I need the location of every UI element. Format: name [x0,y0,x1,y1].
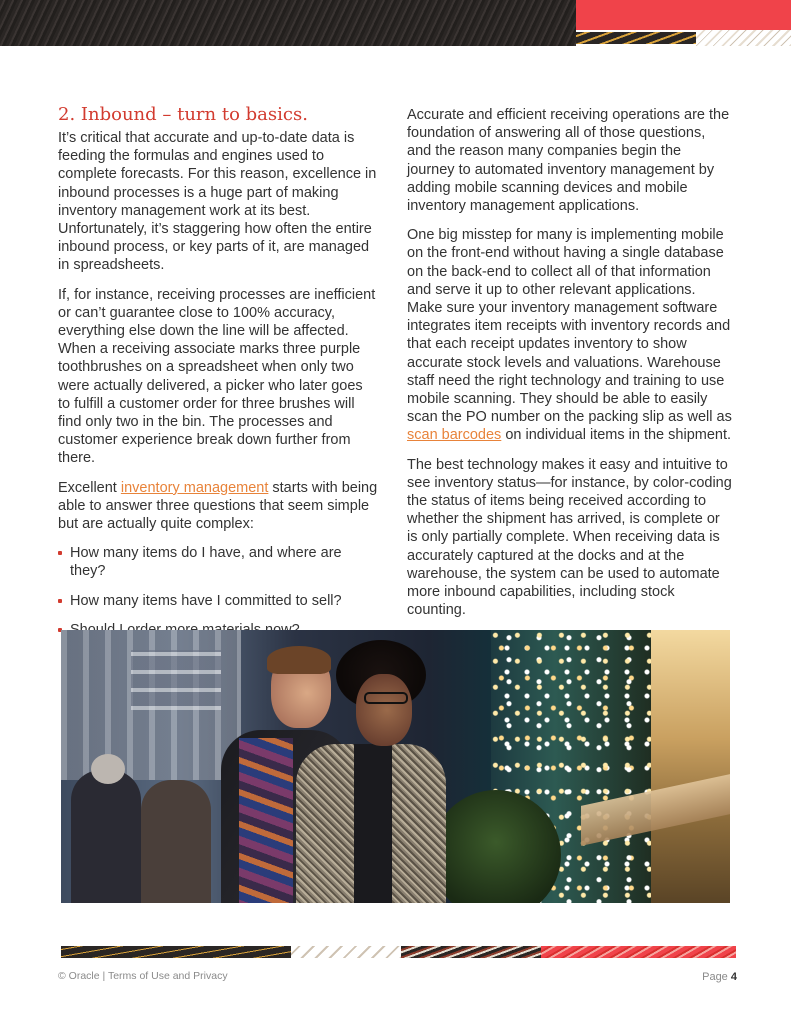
footer-pattern-strip [61,946,736,958]
section-heading: 2. Inbound – turn to basics. [58,104,308,125]
paragraph [407,226,732,444]
shoppers-photo [61,630,730,903]
photo-shop-window [651,630,730,903]
header-red-block [576,0,791,30]
paragraph: The best technology makes it easy and intuitive to see inventory status—for instance, by color-coding the status of items being received according to whether the shipment has arrived, is complete or is only partially complete. When receiving data is accurately captured at the docks and at the warehouse, the system can be used to automate more inbound capabilities, including stock counting. [407,456,732,619]
photo-hat [91,754,125,784]
footer-copyright[interactable]: © Oracle | Terms of Use and Privacy [58,970,228,982]
bullet-icon [58,599,62,603]
question-list [58,544,378,639]
text-span: Excellent [58,479,121,496]
bullet-icon [58,551,62,555]
text-span: One big misstep for many is implementing mobile on the front-end without having a single database on the back-end to collect all of that information and serve it up to other relevant applications. Make sure your inventory management software integrates item receipts with inventory records and that each receipt updates inventory to show accurate stock levels and valuations. Warehouse staff need the right technology and training to use mobile scanning. They should be able to easily scan the PO number on the packing slip as well as [407,227,732,426]
paragraph [58,479,378,534]
list-item-text: How many items do I have, and where are they? [70,545,342,580]
photo-background-person [141,780,211,903]
photo-glasses [364,692,408,704]
photo-shirt [354,744,392,903]
footer-strip-segment [541,946,736,958]
photo-background-person [71,770,141,903]
list-item [58,592,378,610]
photo-building-windows [131,650,221,710]
page-label: Page [702,971,728,983]
footer-strip-segment [61,946,291,958]
text-span: starts with being able to answer three questions that seem simple but are actually quite complex: [58,479,378,533]
photo-head [356,674,412,746]
photo-scarf [239,738,293,903]
header-strip-dark [576,32,696,44]
header-pattern-strip [576,30,791,46]
page-number [690,971,737,983]
scan-barcodes-link[interactable]: scan barcodes [407,427,502,444]
paragraph: Accurate and efficient receiving operations are the foundation of answering all of those questions, and the reason many companies begin the journey to automated inventory management by adding mobile scanning devices and mobile inventory management applications. [407,107,730,215]
footer-strip-segment [401,946,541,958]
header-strip-speckle [696,30,791,46]
inventory-management-link[interactable]: inventory management [120,479,269,496]
text-span: on individual items in the shipment. [501,427,732,444]
page-number-value: 4 [730,971,737,983]
paragraph: It’s critical that accurate and up-to-date data is feeding the formulas and engines used to complete forecasts. For this reason, excellence in inbound processes is a huge part of making inventory management work at its best. Unfortunately, it’s staggering how often the entire inbound process, or key parts of it, are managed in spreadsheets. [58,130,377,274]
left-column [58,104,378,650]
paragraph: If, for instance, receiving processes are inefficient or can’t guarantee close to 100% accuracy, everything else down the line will be affected. When a receiving associate marks three purple toothbrushes on a spreadsheet when only two were actually delivered, a picker who later goes to fulfill a customer order for three brushes will find only two in the bin. The processes and customer experience break down further from there. [58,286,376,467]
list-item [58,544,378,580]
photo-person-right [296,640,446,903]
list-item-text: How many items have I committed to sell? [70,592,342,609]
right-column [407,106,732,630]
footer-strip-segment [291,946,401,958]
